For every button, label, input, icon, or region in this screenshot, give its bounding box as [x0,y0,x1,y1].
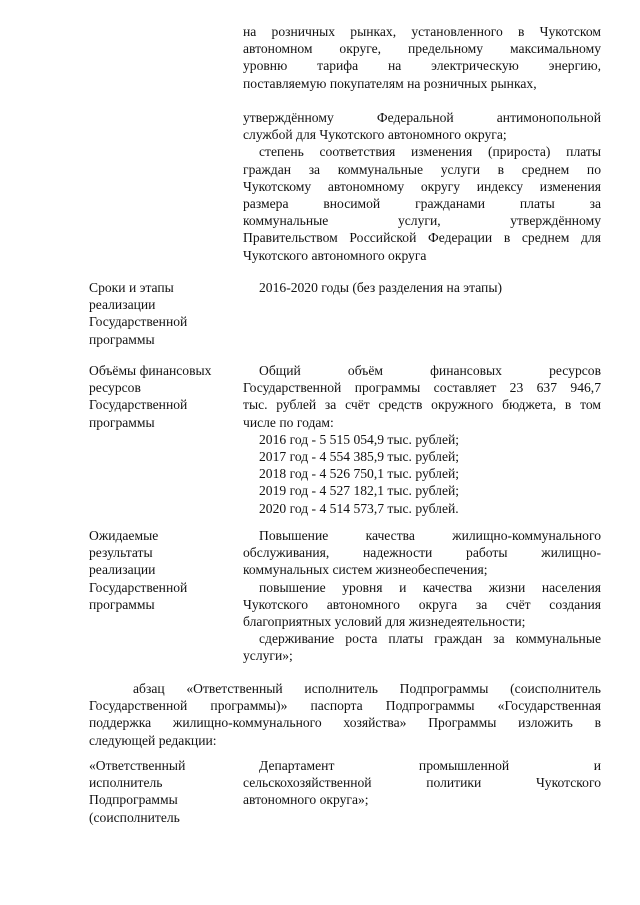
text-line: числе по годам: [243,414,334,430]
text-line: Повышение качества жилищно-коммунального [259,528,601,543]
row-label-results [89,527,239,613]
label-line: Государственной [89,579,188,595]
text-line: повышение уровня и качества жизни населения [259,579,601,595]
text-line: службой для Чукотского автономного округа; [243,127,507,143]
year-amount: 2019 год - 4 527 182,1 тыс. рублей; [259,483,460,499]
label-line: программы [89,331,155,347]
text-line: следующей редакции: [89,732,217,748]
text-line: Государственной программы составляет 23 637 946,7 [243,380,601,396]
label-line: Ожидаемые [89,528,159,543]
instruction-paragraph [89,680,601,749]
row-value-results [243,527,601,665]
text-line: абзац «Ответственный исполнитель Подпрограммы (соисполнитель [133,681,601,696]
text-line: Правительством Российской Федерации в среднем для [243,230,601,246]
text-line: автономного округа»; [243,792,369,808]
label-line: программы [89,596,155,612]
label-line: исполнитель [89,775,163,791]
text-line: Чукотскому автономному округу индексу изменения [243,178,601,194]
text-line: услуги»; [243,648,293,664]
text-line: Департамент промышленной и [259,758,601,773]
label-line: Государственной [89,314,188,330]
label-line: Подпрограммы [89,792,178,808]
label-line: Государственной [89,397,188,413]
text-line: на розничных рынках, установленного в Чукотском [243,24,601,39]
label-line: программы [89,414,155,430]
row-value-terms [243,279,601,296]
text-line: Государственной программы)» паспорта Подпрограммы «Государственная [89,698,601,714]
year-amount: 2018 год - 4 526 750,1 тыс. рублей; [259,466,460,482]
year-amount: 2016 год - 5 515 054,9 тыс. рублей; [259,431,460,447]
text-line: автономном округе, предельному максимальному [243,41,601,57]
text-line: поддержка жилищно-коммунального хозяйства» Программы изложить в [89,715,601,731]
text-line: размера вносимой гражданами платы за [243,196,601,212]
label-line: «Ответственный [89,758,186,773]
row-label-finance [89,362,239,431]
label-line: Сроки и этапы [89,280,174,295]
terms-value: 2016-2020 годы (без разделения на этапы) [259,280,502,295]
text-line: коммунальных систем жизнеобеспечения; [243,562,488,578]
text-line: коммунальные услуги, утверждённому [243,213,601,229]
text-line: граждан за коммунальные услуги в среднем по [243,161,601,177]
year-amount: 2017 год - 4 554 385,9 тыс. рублей; [259,449,460,465]
label-line: результаты [89,545,153,561]
text-line: сельскохозяйственной политики Чукотского [243,775,601,791]
text-line: Чукотского автономного округа [243,247,427,263]
row-label-terms [89,279,239,348]
row-value-responsible [243,757,601,809]
year-amount: 2020 год - 4 514 573,7 тыс. рублей. [259,500,459,516]
indicators-continuation [243,23,601,92]
text-line: благоприятных условий для жизнедеятельности; [243,614,526,630]
label-line: (соисполнитель [89,809,180,825]
text-line: утверждённому Федеральной антимонопольной [243,110,601,125]
text-line: тыс. рублей за счёт средств окружного бюджета, в том [243,397,601,413]
text-line: сдерживание роста платы граждан за коммунальные [259,631,601,647]
text-line: поставляемую покупателям на розничных рынках, [243,75,537,91]
text-line: Общий объём финансовых ресурсов [259,363,601,378]
text-line: уровню тарифа на электрическую энергию, [243,58,601,74]
row-label-responsible [89,757,239,826]
label-line: реализации [89,297,156,313]
row-value-finance [243,362,601,517]
text-line: степень соответствия изменения (прироста) платы [259,144,601,160]
label-line: Объёмы финансовых [89,363,212,378]
text-line: Чукотского автономного округа за счёт создания [243,596,601,612]
indicators-continuation-2 [243,109,601,264]
label-line: ресурсов [89,380,141,396]
label-line: реализации [89,562,156,578]
text-line: обслуживания, надежности работы жилищно- [243,545,601,561]
